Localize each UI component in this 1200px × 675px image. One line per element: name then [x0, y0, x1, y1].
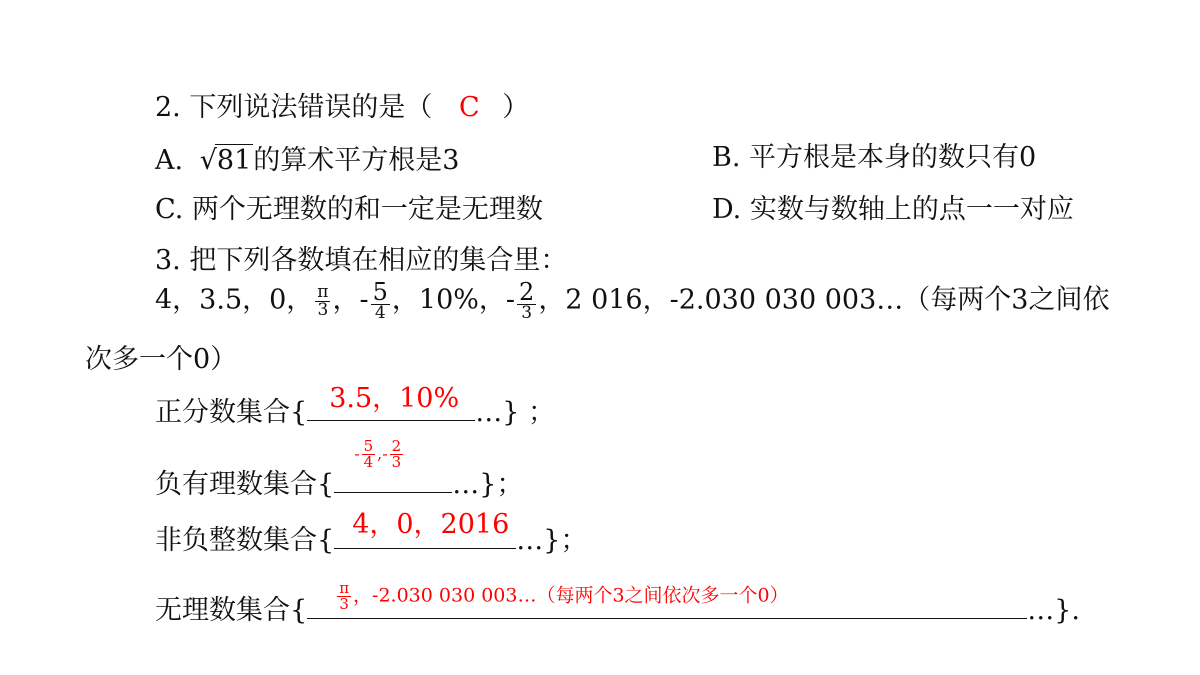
- q2-option-a-text: 的算术平方根是3: [253, 145, 460, 176]
- frac-den: 4: [363, 453, 374, 471]
- set-irrationals-answer-text: ，-2.030 030 003…（每两个3之间依次多一个0）: [353, 584, 789, 607]
- q3-sep-2: ，10%，-: [391, 284, 516, 316]
- q2-option-c: C. 两个无理数的和一定是无理数: [155, 194, 543, 225]
- set-nonnegative-integers-end: …}；: [516, 525, 588, 556]
- frac-num: π: [339, 579, 350, 597]
- set-negative-rationals-end: …}；: [452, 469, 524, 500]
- set-positive-fractions: [155, 383, 555, 428]
- set-irrationals-answer: [335, 581, 788, 612]
- set-negative-rationals-label: 负有理数集合{: [155, 469, 335, 500]
- set-irrationals-end: …}.: [1027, 595, 1080, 626]
- q3-sep-1: ，-: [332, 284, 369, 316]
- set-irrationals: [155, 579, 1080, 626]
- q3-numbers-tail: ，2 016，-2.030 030 003…（每两个3之间依: [538, 284, 1110, 316]
- q3-number-list-continued: 次多一个0）: [85, 344, 238, 375]
- frac-den: 4: [371, 304, 390, 322]
- q2-stem-line: [155, 94, 529, 121]
- frac-den: 3: [337, 596, 351, 612]
- frac-den: 3: [517, 304, 536, 322]
- sqrt-radicand: 81: [216, 145, 252, 176]
- set-irrationals-blank: [307, 579, 1027, 619]
- set-nonnegative-integers-answer: 4，0，2016: [352, 509, 510, 540]
- set-negative-rationals-answer: - $\frac{5}{4}$ ,- $\frac{2}{3}$: [354, 437, 402, 471]
- set-positive-fractions-blank: [307, 383, 475, 421]
- q2-option-a-label: A.: [155, 145, 184, 176]
- answer-fraction-5-over-4: [362, 439, 376, 470]
- frac-num: π: [317, 281, 329, 302]
- q2-option-d: D. 实数与数轴上的点一一对应: [712, 194, 1074, 225]
- frac-den: 3: [315, 301, 330, 319]
- frac-num: 5: [372, 278, 388, 306]
- set-irrationals-label: 无理数集合{: [155, 595, 308, 626]
- q3-number-list: [155, 280, 1109, 322]
- set-negative-rationals: [155, 437, 524, 500]
- answer-fraction-2-over-3: [390, 439, 404, 470]
- q2-stem: 2. 下列说法错误的是（: [155, 92, 433, 123]
- set-positive-fractions-answer: 3.5，10%: [329, 383, 460, 414]
- q3-stem: 3. 把下列各数填在相应的集合里：: [155, 245, 568, 276]
- sqrt-symbol: √81: [199, 145, 252, 176]
- set-positive-fractions-label: 正分数集合{: [155, 397, 308, 428]
- set-positive-fractions-end: …} ；: [475, 397, 555, 428]
- fraction-pi-over-3: [315, 281, 330, 320]
- fraction-2-over-3: [517, 280, 536, 322]
- set-nonnegative-integers-label: 非负整数集合{: [155, 525, 335, 556]
- q2-option-b: B. 平方根是本身的数只有0: [712, 142, 1037, 173]
- set-negative-rationals-blank: [334, 437, 452, 493]
- q2-option-a: [155, 144, 459, 174]
- set-nonnegative-integers: [155, 509, 588, 556]
- frac-num: 2: [519, 278, 535, 306]
- frac-num: 5: [363, 437, 374, 455]
- q2-answer: C: [458, 92, 480, 123]
- q3-numbers-1: 4，3.5，0，: [155, 284, 314, 316]
- q2-close: ）: [502, 92, 530, 123]
- frac-den: 3: [391, 453, 402, 471]
- set-nonnegative-integers-blank: [334, 509, 516, 549]
- frac-num: 2: [391, 437, 402, 455]
- fraction-5-over-4: [371, 280, 390, 322]
- answer-fraction-pi-over-3: [337, 581, 351, 612]
